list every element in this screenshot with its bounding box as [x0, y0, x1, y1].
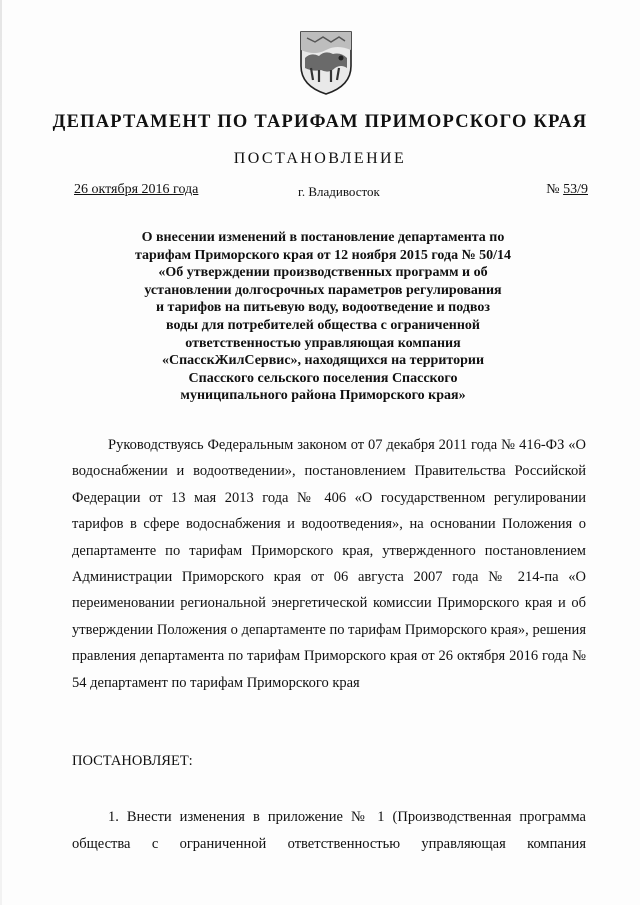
preamble-paragraph: Руководствуясь Федеральным законом от 07 декабря 2011 года № 416-ФЗ «О водоснабжении и водоотведении», постановлением Правительства Российской Федерации от 13 мая 2013 года № 406 «О государственном регулировании тарифов в сфере водоснабжения и водоотведения», на основании Положения о департаменте по тарифам Приморского края, утвержденного постановлением Администрации Приморского края от 06 августа 2007 года № 214-па «О переименовании региональной энергетической комиссии Приморского края и об утверждении Положения о департаменте по тарифам Приморского края», решения правления департамента по тарифам Приморского края от 26 октября 2016 года № 54 департамент по тарифам Приморского края — [72, 437, 586, 691]
subject-line: установлении долгосрочных параметров регулирования — [144, 282, 502, 298]
item-1-paragraph: 1. Внести изменения в приложение № 1 (Производственная программа общества с ограниченной ответственностью управляющая компания — [72, 809, 586, 852]
resolves-heading: ПОСТАНОВЛЯЕТ: — [72, 753, 193, 769]
decree-subject — [100, 229, 546, 405]
subject-line: О внесении изменений в постановление департамента по — [141, 230, 505, 245]
subject-line: ответственностью управляющая компания — [185, 335, 461, 351]
decree-number-value: 53/9 — [563, 182, 588, 197]
subject-line: муниципального района Приморского края» — [180, 388, 466, 404]
decree-date: 26 октября 2016 года — [74, 182, 199, 197]
decree-number-prefix: № — [546, 182, 564, 197]
subject-line: «СпасскЖилСервис», находящихся на территории — [161, 353, 485, 369]
subject-line: Спасского сельского поселения Спасского — [188, 370, 458, 386]
subject-line: «Об утверждении производственных программ и об — [158, 265, 488, 281]
decree-number — [546, 182, 588, 198]
document-type-title: ПОСТАНОВЛЕНИЕ — [233, 150, 407, 167]
subject-line: и тарифов на питьевую воду, водоотведение и подвоз — [155, 300, 491, 316]
subject-line: воды для потребителей общества с ограниченной — [166, 317, 480, 333]
subject-line: тарифам Приморского края от 12 ноября 2015 года № 50/14 — [134, 247, 512, 263]
scan-edge — [0, 0, 2, 905]
decree-city: г. Владивосток — [298, 184, 380, 199]
coat-of-arms-emblem — [297, 28, 355, 96]
department-title: ДЕПАРТАМЕНТ ПО ТАРИФАМ ПРИМОРСКОГО КРАЯ — [52, 112, 588, 132]
